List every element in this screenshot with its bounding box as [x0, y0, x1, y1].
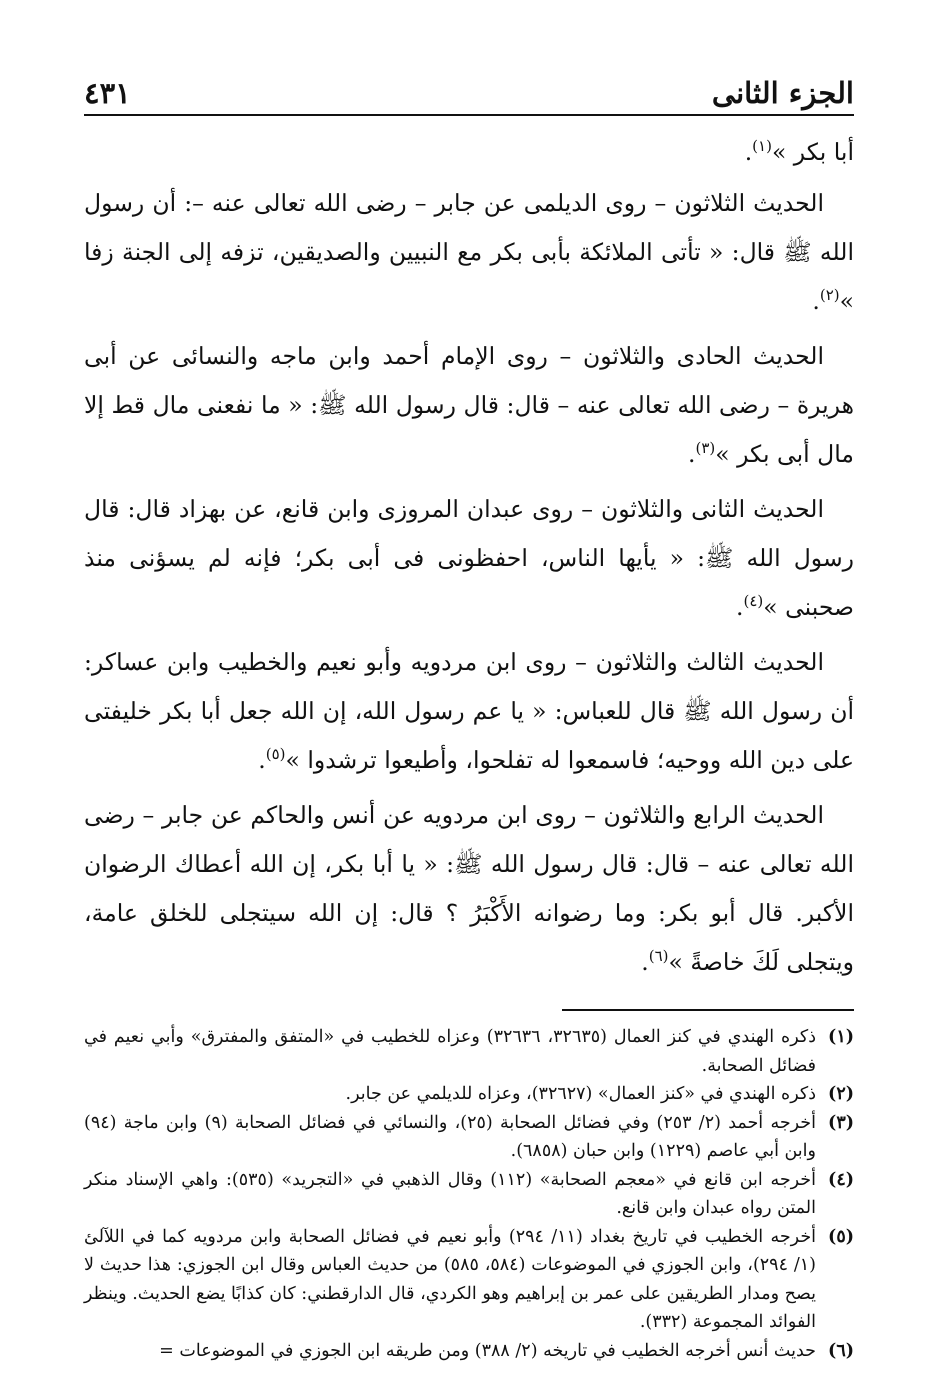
footnote-number: (٥) — [828, 1226, 854, 1247]
footnote-ref[interactable]: (١) — [752, 137, 772, 156]
footnote-text: ذكره الهندي في «كنز العمال» (٣٢٦٢٧)، وعزاه للديلمي عن جابر. — [345, 1084, 816, 1104]
main-text — [84, 128, 854, 987]
footnote-number: (١) — [828, 1027, 854, 1047]
footnote-ref[interactable]: (٣) — [695, 439, 716, 458]
paragraph — [84, 332, 854, 479]
footnote-number: (٣) — [828, 1112, 854, 1133]
footnote — [84, 1223, 854, 1337]
paragraph — [84, 485, 854, 632]
paragraph-end: . — [258, 746, 266, 774]
paragraph-text: الحديث الثانى والثلاثون – روى عبدان المروزى وابن قانع، عن بهزاد قال: قال رسول الله ﷺ: « يأيها الناس، احفظونى فى أبى بكر؛ فإنه لم يسؤنى منذ صحبنى » — [84, 495, 854, 621]
paragraph-text: الحديث الرابع والثلاثون – روى ابن مردويه عن أنس والحاكم عن جابر – رضى الله تعالى عنه – قال: قال رسول الله ﷺ: « يا أبا بكر، إن الله أعطاك الرضوان الأكبر. قال أبو بكر: وما رضوانه الأَكْبَرُ ؟ قال: إن الله سيتجلى للخلق عامة، ويتجلى لَكَ خاصةً » — [84, 801, 854, 976]
page-number: ٤٣١ — [84, 76, 131, 110]
footnote-ref[interactable]: (٤) — [743, 592, 764, 611]
paragraph-text: الحديث الحادى والثلاثون – روى الإمام أحمد وابن ماجه والنسائى عن أبى هريرة – رضى الله تعالى عنه – قال: قال رسول الله ﷺ: « ما نفعنى مال قط إلا مال أبى بكر » — [84, 342, 854, 468]
paragraph-end: . — [735, 593, 744, 621]
footnote-text: أخرجه الخطيب في تاريخ بغداد (١١/ ٢٩٤) وأبو نعيم في فضائل الصحابة وابن مردويه كما في اللآلئ (١/ ٢٩٤)، وابن الجوزي في الموضوعات (٥٨٤، ٥٨٥) من حديث العباس وقال ابن الجوزي: هذا حديث لا يصح ومدار الطريقين على عمر بن إبراهيم وهو الكردي، قال الدارقطني: كان كذابًا يضع الحديث. وينظر الفوائد المجموعة (٣٣٢). — [84, 1226, 816, 1332]
footnote — [84, 1109, 854, 1166]
footnote — [84, 1166, 854, 1223]
footnote-rule — [562, 1009, 854, 1011]
footnote-ref[interactable]: (٦) — [648, 947, 669, 966]
footnote — [84, 1023, 854, 1080]
footnote-ref[interactable]: (٥) — [265, 745, 286, 764]
paragraph — [84, 179, 854, 326]
paragraph-end: . — [744, 138, 753, 166]
footnote-text: ذكره الهندي في كنز العمال (٣٢٦٣٥، ٣٢٦٣٦) وعزاه للخطيب في «المتفق والمفترق» وأبي نعيم في فضائل الصحابة. — [84, 1027, 816, 1076]
footnote-text: أخرجه ابن قانع في «معجم الصحابة» (١١٢) وقال الذهبي في «التجريد» (٥٣٥): واهي الإسناد منكر المتن رواه عبدان وابن قانع. — [84, 1169, 816, 1218]
paragraph — [84, 638, 854, 785]
paragraph-end: . — [641, 948, 649, 976]
paragraph-end: . — [687, 440, 696, 468]
header-rule — [84, 114, 854, 116]
running-title: الجزء الثانى — [711, 76, 854, 110]
footnote-ref[interactable]: (٢) — [819, 286, 840, 305]
footnote-text: حديث أنس أخرجه الخطيب في تاريخه (٢/ ٣٨٨) ومن طريقه ابن الجوزي في الموضوعات = — [159, 1340, 816, 1361]
page-header — [84, 56, 854, 108]
paragraph-text: الحديث الثلاثون – روى الديلمى عن جابر – رضى الله تعالى عنه –: أن رسول الله ﷺ قال: « تأتى الملائكة بأبى بكر مع النبيين والصديقين، تزفه إلى الجنة زفا » — [84, 189, 854, 315]
paragraph-text: أبا بكر » — [771, 138, 854, 166]
footnote — [84, 1337, 854, 1366]
paragraph — [84, 128, 854, 177]
footnote-number: (٤) — [828, 1169, 854, 1190]
footnote-text: أخرجه أحمد (٢/ ٢٥٣) وفي فضائل الصحابة (٢٥)، والنسائي في فضائل الصحابة (٩) وابن ماجة (٩٤) وابن أبي عاصم (١٢٢٩) وابن حبان (٦٨٥٨). — [84, 1112, 816, 1161]
paragraph-text: الحديث الثالث والثلاثون – روى ابن مردويه وأبو نعيم والخطيب وابن عساكر: أن رسول الله ﷺ قال للعباس: « يا عم رسول الله، إن الله جعل أبا بكر خليفتى على دين الله ووحيه؛ فاسمعوا له تفلحوا، وأطيعوا ترشدوا » — [84, 648, 854, 774]
paragraph — [84, 791, 854, 987]
footnote-number: (٦) — [828, 1340, 854, 1361]
footnote — [84, 1080, 854, 1109]
book-page — [84, 56, 854, 1365]
footnotes — [84, 1023, 854, 1365]
footnote-number: (٢) — [828, 1084, 854, 1104]
paragraph-end: . — [812, 287, 820, 315]
